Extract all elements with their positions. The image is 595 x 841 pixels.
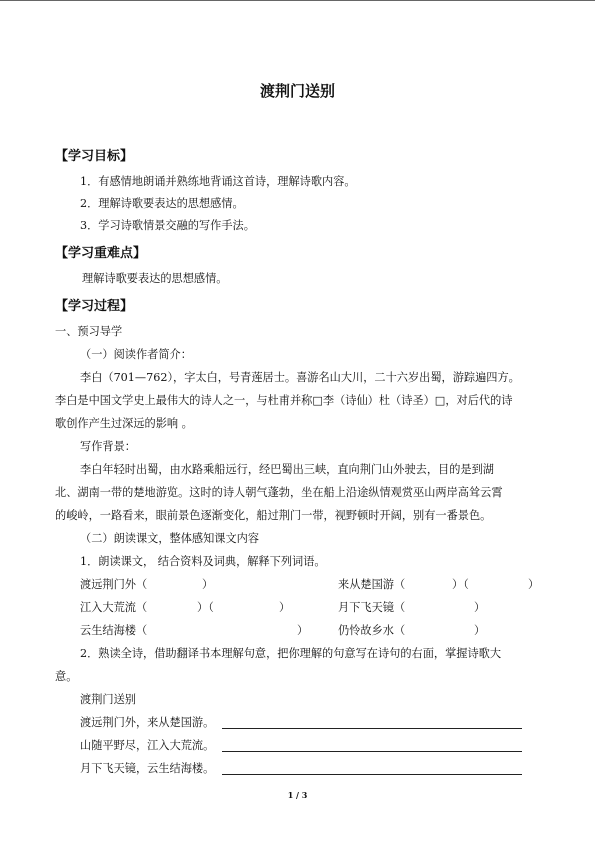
section-heading-goals: 【学习目标】 [55,149,134,164]
vocab-phrase: 渡远荆门外（ [80,578,148,591]
poem-line: 山随平野尽，江入大荒流。 [80,739,215,752]
background-paragraph-line: 李白年轻时出蜀，由水路乘船远行，经巴蜀出三峡，直向荆门山外驶去，目的是到湖 [80,463,494,476]
author-paragraph-line: 李白（701—762），字太白，号青莲居士。喜游名山大川，二十六岁出蜀，游踪遍四方。 [80,371,520,384]
vocab-bracket: ） [474,624,486,637]
task-2-instruction: 2．熟读全诗，借助翻译书本理解句意，把你理解的句意写在诗句的右面，掌握诗歌大 [80,647,502,660]
vocab-phrase: 仍怜故乡水（ [338,624,406,637]
section-heading-key-points: 【学习重难点】 [55,246,147,261]
task-2-instruction-cont: 意。 [55,670,78,683]
subsection-author-intro: （一）阅读作者简介： [80,348,192,361]
background-paragraph-line: 北、湖南一带的楚地游览。这时的诗人朝气蓬勃，坐在船上沿途纵情观赏巫山两岸高耸云霄 [55,486,503,499]
page-top-border [0,0,595,1]
vocab-phrase: 江入大荒流（ [80,601,148,614]
vocab-bracket: ） [279,601,291,614]
background-paragraph-line: 的峻岭，一路看来，眼前景色逐渐变化，船过荆门一带，视野顿时开阔，别有一番景色。 [55,509,492,522]
author-paragraph-line: 李白是中国文学史上最伟大的诗人之一，与杜甫并称□李（诗仙）杜（诗圣）□，对后代的诗 [55,394,513,407]
poem-line: 渡远荆门外，来从楚国游。 [80,716,215,729]
vocab-bracket: ）（ [452,578,469,591]
poem-line: 月下飞天镜，云生结海楼。 [80,762,215,775]
preview-heading: 一、预习导学 [55,325,123,338]
page-title: 渡荆门送别 [259,82,335,100]
vocab-bracket: ） [528,578,540,591]
author-paragraph-line: 歌创作产生过深远的影响 。 [55,417,193,430]
answer-blank-line[interactable] [222,728,522,729]
vocab-phrase: 月下飞天镜（ [338,601,406,614]
key-point-text: 理解诗歌要表达的思想感情。 [82,272,228,285]
vocab-phrase: 来从楚国游（ [338,578,406,591]
subsection-reading: （二）朗读课文，整体感知课文内容 [80,532,260,545]
goal-item: 2．理解诗歌要表达的思想感情。 [80,197,244,210]
vocab-phrase: 云生结海楼（ [80,624,148,637]
goal-item: 1．有感情地朗诵并熟练地背诵这首诗，理解诗歌内容。 [80,175,356,188]
page-number: 1 / 3 [287,790,308,800]
goal-item: 3．学习诗歌情景交融的写作手法。 [80,219,255,232]
answer-blank-line[interactable] [222,774,522,775]
vocab-bracket: ） [202,578,214,591]
vocab-bracket: ） [474,601,486,614]
section-heading-process: 【学习过程】 [55,299,134,314]
poem-title: 渡荆门送别 [80,693,136,706]
task-1-instruction: 1．朗读课文， 结合资料及词典，解释下列词语。 [80,555,326,568]
vocab-bracket: ）（ [197,601,214,614]
answer-blank-line[interactable] [222,751,522,752]
vocab-bracket: ） [297,624,309,637]
background-heading: 写作背景： [80,440,136,453]
